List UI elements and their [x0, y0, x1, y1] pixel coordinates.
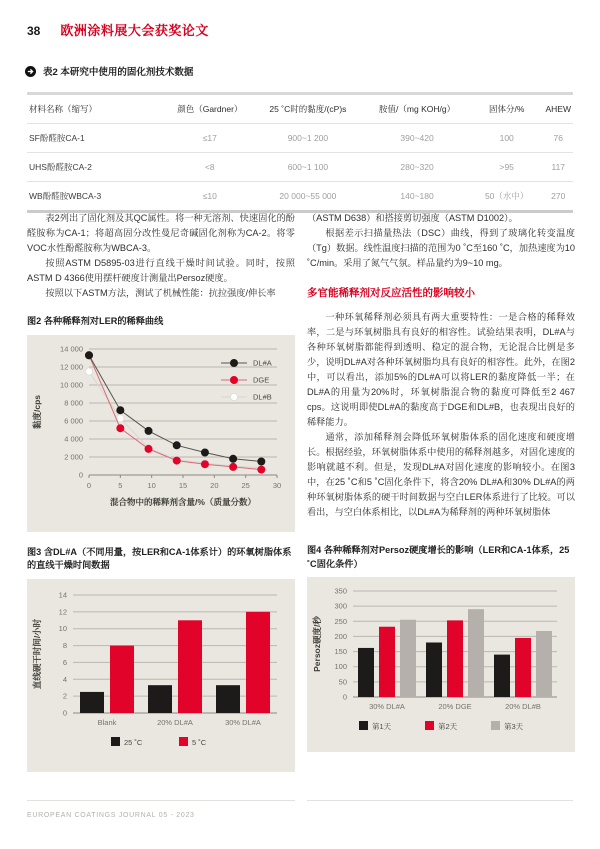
svg-text:20: 20	[210, 480, 219, 490]
arrow-bullet-icon	[25, 66, 36, 77]
svg-text:8 000: 8 000	[64, 398, 83, 407]
table-caption	[25, 64, 193, 78]
paragraph: 根据差示扫描量热法（DSC）曲线，得到了玻璃化转变温度（Tg）数据。线性温度扫描的范围为0 ˚C至160 ˚C，加热速度为10 ˚C/min。采用了氮气气氛。样品量约为9~10 mg。	[307, 228, 575, 268]
cell-color: <8	[204, 162, 215, 172]
svg-text:5: 5	[118, 480, 123, 490]
svg-text:2 000: 2 000	[64, 452, 83, 461]
svg-text:Persoz硬度/秒: Persoz硬度/秒	[312, 616, 322, 672]
svg-text:6 000: 6 000	[64, 416, 83, 425]
svg-text:10: 10	[58, 623, 67, 633]
table-caption-text: 表2 本研究中使用的固化剂技术数据	[43, 67, 194, 78]
left-column	[27, 211, 295, 772]
svg-text:2: 2	[62, 691, 67, 701]
svg-text:30% DL#A: 30% DL#A	[369, 702, 405, 711]
svg-text:4 000: 4 000	[64, 434, 83, 443]
col-header-material: 材料名称（缩写）	[29, 104, 98, 114]
svg-text:10 000: 10 000	[60, 380, 83, 389]
svg-text:第2天: 第2天	[438, 722, 458, 731]
cell-ahew: 117	[551, 162, 566, 172]
svg-text:14: 14	[58, 590, 67, 599]
svg-text:12 000: 12 000	[60, 362, 83, 371]
svg-text:30% DL#A: 30% DL#A	[225, 717, 261, 727]
figure3-panel	[27, 579, 295, 772]
svg-text:25: 25	[241, 480, 250, 490]
svg-text:15: 15	[178, 480, 188, 490]
col-header-viscosity: 25 ˚C时的黏度/(cP)s	[269, 104, 347, 114]
svg-text:DGE: DGE	[253, 375, 270, 384]
svg-text:300: 300	[334, 601, 347, 611]
figure4-panel	[307, 577, 575, 752]
col-header-solids: 固体分/%	[488, 104, 525, 114]
cell-viscosity: 20 000~55 000	[279, 191, 337, 201]
page-title: 欧洲涂料展大会获奖论文	[60, 23, 209, 38]
page-header	[27, 20, 209, 39]
svg-text:12: 12	[58, 606, 67, 616]
right-column	[307, 211, 575, 752]
svg-text:25 ˚C: 25 ˚C	[124, 737, 143, 747]
svg-text:4: 4	[62, 674, 67, 684]
table-row	[27, 124, 573, 153]
page-number: 38	[27, 24, 41, 38]
paragraph: 表2列出了固化剂及其QC属性。将一种无溶剂、快速固化的酚醛胺称为CA-1；将超高固分改性曼尼奇碱固化剂称为CA-2。将零VOC水性酚醛胺称为WBCA-3。	[27, 213, 295, 253]
fig2-line-chart	[27, 335, 295, 527]
svg-text:20% DL#A: 20% DL#A	[157, 717, 193, 727]
paragraph: 一种环氧稀释剂必须具有两大重要特性：一是合格的稀释效率，二是与环氧树脂具有良好的相容性。试验结果表明，DL#A与各种环氧树脂都能得到透明、稳定的混合物，无论混合比例是多少，说明DL#A对各种环氧树脂均具有良好的相容性。此外，在图2中，可以看出，添加5%的DL#A可以将LER的黏度降低一半；在DL#A的用量为20%时，环氧树脂混合物的黏度可降低至2 467 cps。这说明即使DL#A的黏度高于DGE和DL#B，也表现出良好的稀释能力。	[307, 312, 575, 427]
svg-text:DL#B: DL#B	[253, 392, 272, 401]
paragraph: （ASTM D638）和搭接剪切强度（ASTM D1002）。	[307, 213, 518, 223]
table-row	[27, 182, 573, 211]
paragraph: 按照ASTM D5895-03进行直线干燥时间试验。同时，按照ASTM D 4366使用摆杆硬度计测量出Persoz硬度。	[27, 258, 295, 283]
cell-amine-value: 390~420	[400, 133, 434, 143]
svg-text:0: 0	[78, 470, 83, 479]
fig4-bar-chart	[307, 577, 575, 747]
cell-material: UHS酚醛胺CA-2	[29, 162, 92, 172]
svg-text:混合物中的稀释剂含量/%（质量分数）: 混合物中的稀释剂含量/%（质量分数）	[110, 496, 256, 507]
footer-rule-right	[307, 800, 573, 801]
cell-ahew: 76	[553, 133, 563, 143]
journal-footer: EUROPEAN COATINGS JOURNAL 05 - 2023	[27, 812, 195, 819]
cell-amine-value: 280~320	[400, 162, 434, 172]
curing-agents-table	[27, 92, 573, 213]
cell-solids: 100	[499, 133, 514, 143]
svg-text:10: 10	[147, 480, 156, 490]
cell-ahew: 270	[551, 191, 566, 201]
svg-text:直线硬干时间/小时: 直线硬干时间/小时	[32, 618, 42, 689]
figure3-caption: 图3 含DL#A（不同用量，按LER和CA-1体系计）的环氧树脂体系的直线干燥时间数据	[27, 546, 292, 570]
svg-text:Blank: Blank	[97, 717, 117, 727]
svg-text:100: 100	[334, 662, 347, 672]
svg-text:DL#A: DL#A	[253, 358, 272, 367]
svg-text:0: 0	[62, 708, 67, 717]
figure4-caption: 图4 各种稀释剂对Persoz硬度增长的影响（LER和CA-1体系，25 ˚C固化条件）	[307, 545, 570, 569]
svg-text:0: 0	[342, 692, 347, 702]
figure2-caption: 图2 各种稀释剂对LER的稀释曲线	[27, 316, 164, 326]
cell-amine-value: 140~180	[400, 191, 434, 201]
paragraph: 通常，添加稀释剂会降低环氧树脂体系的固化速度和硬度增长。根据经验，环氧树脂体系中使用的稀释剂越多，对固化速度的影响就越不利。但是，发现DL#A对固化速度的影响较小。在图3中，在25 ˚C和5 ˚C固化条件下，将含20% DL#A和30% DL#A的两种环氧树脂体系的硬干时间数据与空白LER体系进行了比较。可以看出，与空白体系相比，以DL#A为稀释剂的两种环氧树脂体	[307, 432, 575, 517]
cell-material: WB酚醛胺WBCA-3	[29, 191, 102, 201]
cell-color: ≤10	[202, 191, 217, 201]
col-header-ahew: AHEW	[545, 104, 571, 114]
svg-text:14 000: 14 000	[60, 344, 83, 353]
cell-viscosity: 600~1 100	[287, 162, 329, 172]
cell-solids: >95	[499, 162, 514, 172]
svg-text:200: 200	[334, 631, 347, 641]
svg-text:20% DGE: 20% DGE	[438, 702, 472, 711]
svg-text:5 ˚C: 5 ˚C	[192, 737, 207, 747]
section-heading: 多官能稀释剂对反应活性的影响较小	[307, 287, 475, 299]
paragraph: 按照以下ASTM方法，测试了机械性能：抗拉强度/伸长率	[45, 288, 276, 298]
cell-color: ≤17	[202, 133, 217, 143]
svg-text:20% DL#B: 20% DL#B	[505, 702, 541, 711]
svg-text:第3天: 第3天	[504, 722, 524, 731]
svg-text:第1天: 第1天	[372, 722, 392, 731]
fig3-bar-chart	[27, 579, 295, 767]
cell-solids: 50（水中）	[484, 191, 529, 201]
cell-material: SF酚醛胺CA-1	[29, 133, 85, 143]
col-header-amine-value: 胺值/（mg KOH/g）	[379, 104, 456, 114]
svg-text:150: 150	[334, 647, 347, 657]
svg-text:黏度/cps: 黏度/cps	[32, 394, 42, 429]
svg-text:50: 50	[338, 677, 347, 687]
svg-text:350: 350	[334, 586, 347, 596]
col-header-color: 颜色（Gardner）	[177, 104, 243, 114]
table-row	[27, 153, 573, 182]
svg-text:0: 0	[86, 480, 92, 490]
figure2-panel	[27, 335, 295, 532]
cell-viscosity: 900~1 200	[287, 133, 329, 143]
footer-rule-left	[27, 800, 295, 801]
svg-text:6: 6	[62, 657, 67, 667]
svg-text:250: 250	[334, 616, 347, 626]
svg-text:8: 8	[62, 640, 67, 650]
table-header-row	[27, 95, 573, 124]
svg-text:30: 30	[272, 480, 282, 490]
